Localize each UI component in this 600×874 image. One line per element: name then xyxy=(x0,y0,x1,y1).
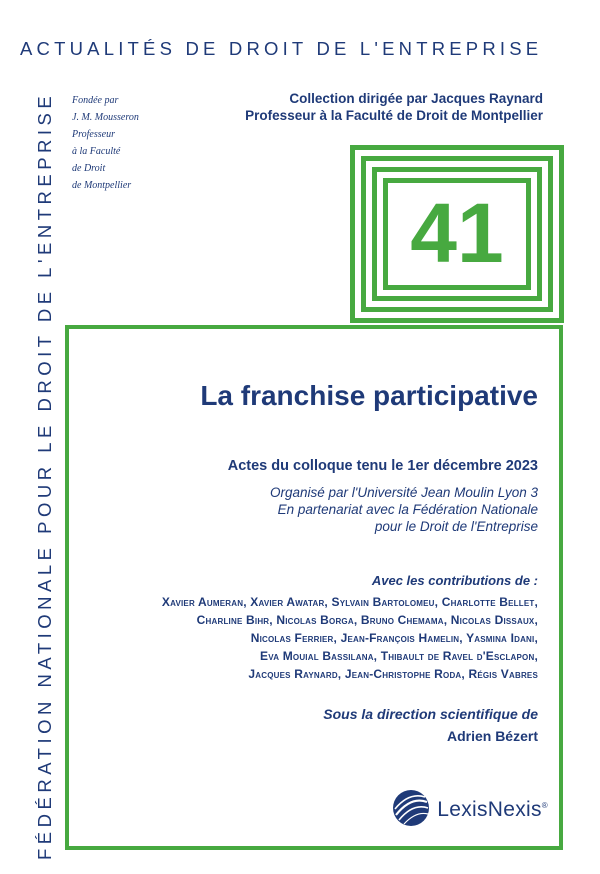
volume-number: 41 xyxy=(410,186,504,280)
contributors-line: Jacques Raynard, Jean-Christophe Roda, Régis Vabres xyxy=(248,667,538,681)
founder-line: à la Faculté xyxy=(72,146,121,157)
founder-note xyxy=(72,92,139,194)
organizer-line: pour le Droit de l'Entreprise xyxy=(374,519,538,534)
collection-director-title: Professeur à la Faculté de Droit de Montpellier xyxy=(245,108,543,123)
lexisnexis-globe-icon xyxy=(391,788,431,833)
contributors-line: Nicolas Ferrier, Jean-François Hamelin, Yasmina Idani, xyxy=(250,631,538,645)
founder-line: de Montpellier xyxy=(72,180,132,191)
contributors-list xyxy=(162,593,538,683)
contributors-line: Xavier Aumeran, Xavier Awatar, Sylvain Bartolomeu, Charlotte Bellet, xyxy=(161,595,538,609)
founder-line: J. M. Mousseron xyxy=(72,112,139,123)
registered-mark: ® xyxy=(541,801,548,810)
founder-line: Professeur xyxy=(72,129,115,140)
contributions-label: Avec les contributions de : xyxy=(371,573,538,588)
collection-director-line: Collection dirigée par Jacques Raynard xyxy=(289,91,543,106)
series-title: ACTUALITÉS DE DROIT DE L'ENTREPRISE xyxy=(20,38,543,59)
contributors-line: Charline Bihr, Nicolas Borga, Bruno Chemama, Nicolas Dissaux, xyxy=(196,613,538,627)
director-name: Adrien Bézert xyxy=(446,728,538,744)
direction-label: Sous la direction scientifique de xyxy=(323,706,538,722)
organizer-line: Organisé par l'Université Jean Moulin Lyon 3 xyxy=(270,485,538,500)
federation-vertical-title: FÉDÉRATION NATIONALE POUR LE DROIT DE L'ENTREPRISE xyxy=(34,91,55,860)
founder-line: de Droit xyxy=(72,163,106,174)
founder-line: Fondée par xyxy=(72,95,119,106)
organizer-line: En partenariat avec la Fédération Nationale xyxy=(277,502,538,517)
volume-number-box xyxy=(350,145,564,323)
conference-acts: Actes du colloque tenu le 1er décembre 2023 xyxy=(227,458,538,474)
publisher-logo xyxy=(391,790,548,830)
contributors-line: Eva Mouial Bassilana, Thibault de Ravel d'Esclapon, xyxy=(260,649,538,663)
collection-director xyxy=(245,90,543,124)
organizer-block xyxy=(270,484,538,535)
book-title: La franchise participative xyxy=(200,380,538,411)
publisher-name: LexisNexis® xyxy=(437,798,548,821)
